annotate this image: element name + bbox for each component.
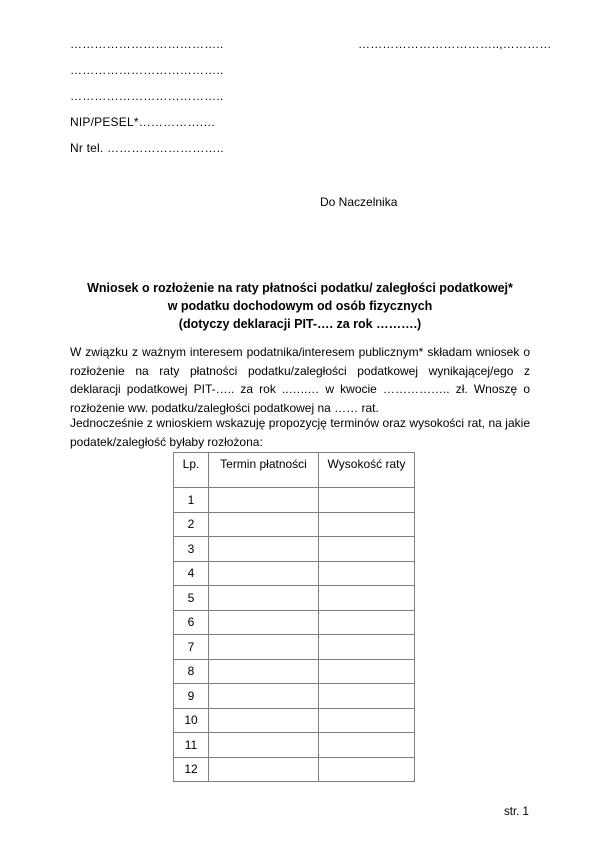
- page-number: str. 1: [504, 806, 529, 818]
- wysokosc-cell: [319, 684, 415, 709]
- termin-cell: [209, 586, 319, 611]
- wysokosc-cell: [319, 659, 415, 684]
- wysokosc-cell: [319, 488, 415, 513]
- wysokosc-cell: [319, 708, 415, 733]
- table-row: [174, 586, 415, 611]
- row-number-cell: 12: [174, 757, 209, 782]
- termin-cell: [209, 488, 319, 513]
- addressee: Do Naczelnika: [320, 195, 398, 209]
- table-row: [174, 635, 415, 660]
- sender-fill-line-1: ………………………………..: [70, 37, 224, 51]
- row-number-cell: 7: [174, 635, 209, 660]
- header-termin-platnosci: Termin płatności: [209, 453, 319, 488]
- sender-block: [70, 31, 224, 161]
- termin-cell: [209, 512, 319, 537]
- row-number-cell: 1: [174, 488, 209, 513]
- row-number-cell: 6: [174, 610, 209, 635]
- termin-cell: [209, 561, 319, 586]
- place-date-line: ……………………………..,…………: [358, 37, 552, 51]
- table-header-row: [174, 453, 415, 488]
- row-number-cell: 3: [174, 537, 209, 562]
- header-lp: Lp.: [174, 453, 209, 488]
- termin-cell: [209, 684, 319, 709]
- phone-line: Nr tel. ………………………..: [70, 141, 224, 155]
- nip-pesel-line: NIP/PESEL*…………….…: [70, 115, 216, 129]
- wysokosc-cell: [319, 537, 415, 562]
- row-number-cell: 4: [174, 561, 209, 586]
- wysokosc-cell: [319, 610, 415, 635]
- table-row: [174, 488, 415, 513]
- wysokosc-cell: [319, 635, 415, 660]
- installments-table: [173, 452, 415, 782]
- body-paragraph-1: W związku z ważnym interesem podatnika/interesem publicznym* składam wniosek o rozłożenie na raty płatności podatku/zaległości podatkowej wynikającej/ego z deklaracji podatkowej PIT-….. za rok ..…..… w kwocie …………….. zł. Wnoszę o rozłożenie ww. podatku/zaległości podatkowej na …… rat.: [70, 345, 530, 415]
- table-row: [174, 610, 415, 635]
- table-row: [174, 659, 415, 684]
- title-line-2: w podatku dochodowym od osób fizycznych: [167, 299, 433, 313]
- title-line-1: Wniosek o rozłożenie na raty płatności podatku/ zaległości podatkowej*: [87, 281, 513, 295]
- table-row: [174, 733, 415, 758]
- termin-cell: [209, 635, 319, 660]
- wysokosc-cell: [319, 733, 415, 758]
- table-row: [174, 757, 415, 782]
- table-row: [174, 684, 415, 709]
- row-number-cell: 11: [174, 733, 209, 758]
- row-number-cell: 9: [174, 684, 209, 709]
- table-row: [174, 708, 415, 733]
- row-number-cell: 8: [174, 659, 209, 684]
- sender-fill-line-3: ………………………………..: [70, 89, 224, 103]
- document-title: [70, 279, 530, 333]
- wysokosc-cell: [319, 757, 415, 782]
- termin-cell: [209, 757, 319, 782]
- sender-fill-line-2: ………………………………..: [70, 63, 224, 77]
- wysokosc-cell: [319, 586, 415, 611]
- termin-cell: [209, 610, 319, 635]
- table-row: [174, 512, 415, 537]
- termin-cell: [209, 537, 319, 562]
- table-row: [174, 561, 415, 586]
- row-number-cell: 2: [174, 512, 209, 537]
- termin-cell: [209, 659, 319, 684]
- termin-cell: [209, 708, 319, 733]
- row-number-cell: 5: [174, 586, 209, 611]
- body-paragraph-2: Jednocześnie z wnioskiem wskazuję propozycję terminów oraz wysokości rat, na jakie podatek/zaległość byłaby rozłożona:: [70, 416, 530, 449]
- header-wysokosc-raty: Wysokość raty: [319, 453, 415, 488]
- termin-cell: [209, 733, 319, 758]
- wysokosc-cell: [319, 512, 415, 537]
- wysokosc-cell: [319, 561, 415, 586]
- table-row: [174, 537, 415, 562]
- row-number-cell: 10: [174, 708, 209, 733]
- title-line-3: (dotyczy deklaracji PIT-…. za rok ……….): [178, 317, 422, 331]
